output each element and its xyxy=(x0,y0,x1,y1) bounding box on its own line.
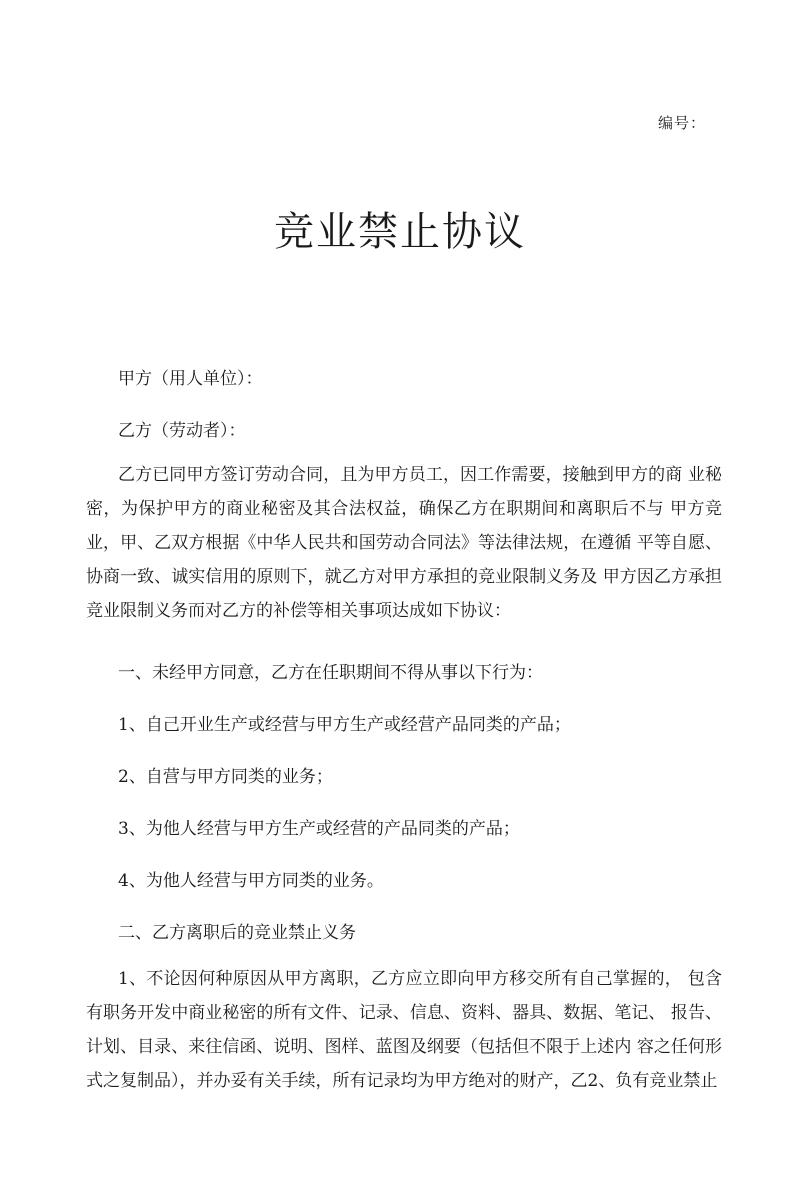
intro-paragraph: 乙方已同甲方签订劳动合同，且为甲方员工，因工作需要，接触到甲方的商 业秘密，为保护甲方的商业秘密及其合法权益，确保乙方在职期间和离职后不与 甲方竞业，甲、乙双方根据《中华人民共和国劳动合同法》等法律法规，在遵循 平等自愿、协商一致、诚实信用的原则下，就乙方对甲方承担的竞业限制义务及 甲方因乙方承担竞业限制义务而对乙方的补偿等相关事项达成如下协议： xyxy=(86,465,722,621)
section-1-item: 4、为他人经营与甲方同类的业务。 xyxy=(118,871,384,891)
section-2-paragraph: 1、不论因何种原因从甲方离职，乙方应立即向甲方移交所有自己掌握的， 包含有职务开发中商业秘密的所有文件、记录、信息、资料、器具、数据、笔记、 报告、计划、目录、来往信函、说明、图样、蓝图及纲要（包括但不限于上述内 容之任何形式之复制品），并办妥有关手续，所有记录均为甲方绝对的财产，乙2、负有竞业禁止 xyxy=(86,969,722,1091)
document-title: 竞业禁止协议 xyxy=(274,209,526,255)
section-1-heading: 一、未经甲方同意，乙方在任职期间不得从事以下行为： xyxy=(118,663,543,683)
section-1-item: 2、自营与甲方同类的业务； xyxy=(118,767,333,787)
section-2-heading: 二、乙方离职后的竞业禁止义务 xyxy=(118,923,356,943)
section-1-item: 1、自己开业生产或经营与甲方生产或经营产品同类的产品； xyxy=(118,715,571,735)
document-number-label: 编号： xyxy=(658,114,707,132)
section-1-item: 3、为他人经营与甲方生产或经营的产品同类的产品； xyxy=(118,819,520,839)
party-a-line: 甲方（用人单位）： xyxy=(118,369,263,389)
party-b-line: 乙方（劳动者）： xyxy=(118,421,246,441)
